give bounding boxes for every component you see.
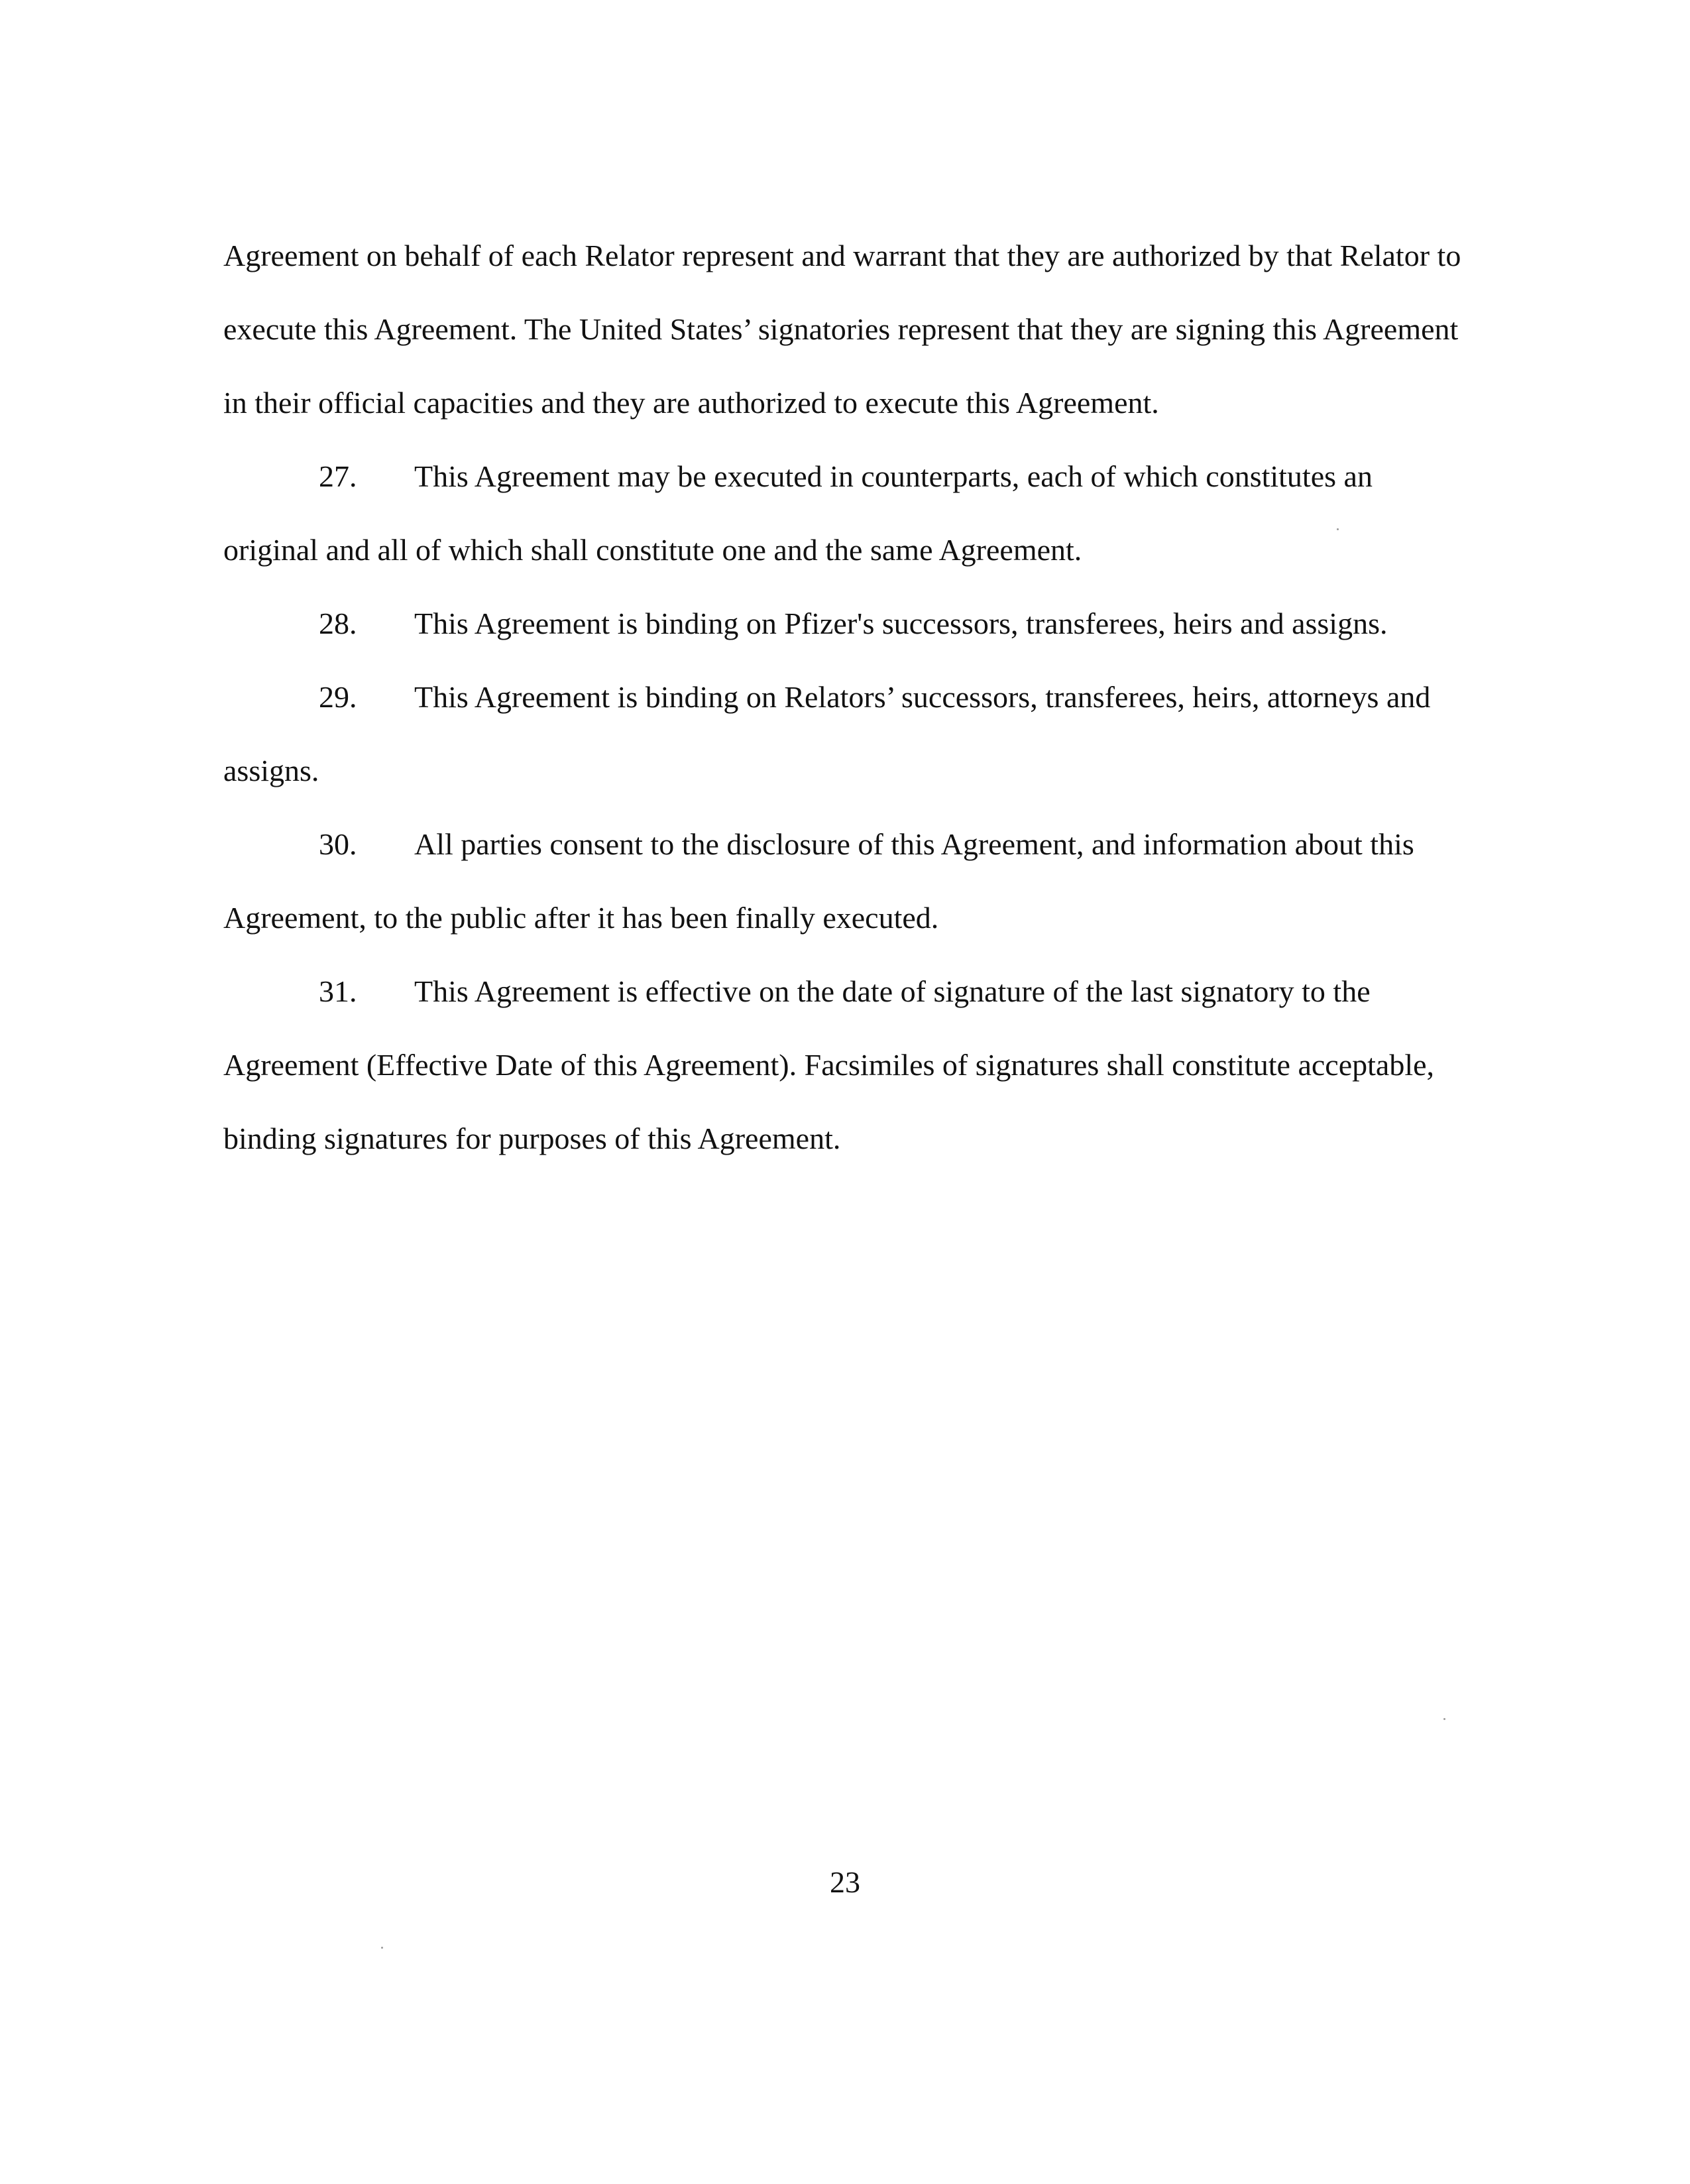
scan-speck (1443, 1718, 1445, 1720)
paragraph-number: 27. (319, 459, 357, 493)
paragraph-text: All parties consent to the disclosure of this Agreement, and information about this Agreement, to the public after it has been finally executed. (223, 827, 1414, 935)
paragraph-number: 28. (319, 606, 357, 640)
paragraph-30 (223, 807, 1469, 954)
opening-paragraph: Agreement on behalf of each Relator represent and warrant that they are authorized by that Relator to execute this Agreement. The United States’ signatories represent that they are signing this Agreement in their official capacities and they are authorized to execute this Agreement. (223, 239, 1461, 420)
paragraph-27 (223, 439, 1469, 587)
document-body (223, 219, 1469, 1175)
paragraph-text: This Agreement is binding on Pfizer's successors, transferees, heirs and assigns. (414, 606, 1388, 640)
paragraph-text: This Agreement may be executed in counterparts, each of which constitutes an original and all of which shall constitute one and the same Agreement. (223, 459, 1373, 567)
paragraph-number: 31. (319, 974, 357, 1008)
scan-speck (381, 1947, 383, 1949)
page-number: 23 (830, 1865, 860, 1899)
paragraph-31 (223, 954, 1469, 1175)
paragraph-number: 30. (319, 827, 357, 861)
paragraph-number: 29. (319, 680, 357, 714)
paragraph-29 (223, 660, 1469, 807)
paragraph-28 (223, 587, 1469, 660)
scan-speck (1337, 528, 1339, 530)
paragraph-text: This Agreement is binding on Relators’ successors, transferees, heirs, attorneys and assigns. (223, 680, 1431, 787)
paragraph-text: This Agreement is effective on the date of signature of the last signatory to the Agreement (Effective Date of this Agreement). Facsimiles of signatures shall constitute acceptable, binding signatures for purposes of this Agreement. (223, 974, 1435, 1155)
